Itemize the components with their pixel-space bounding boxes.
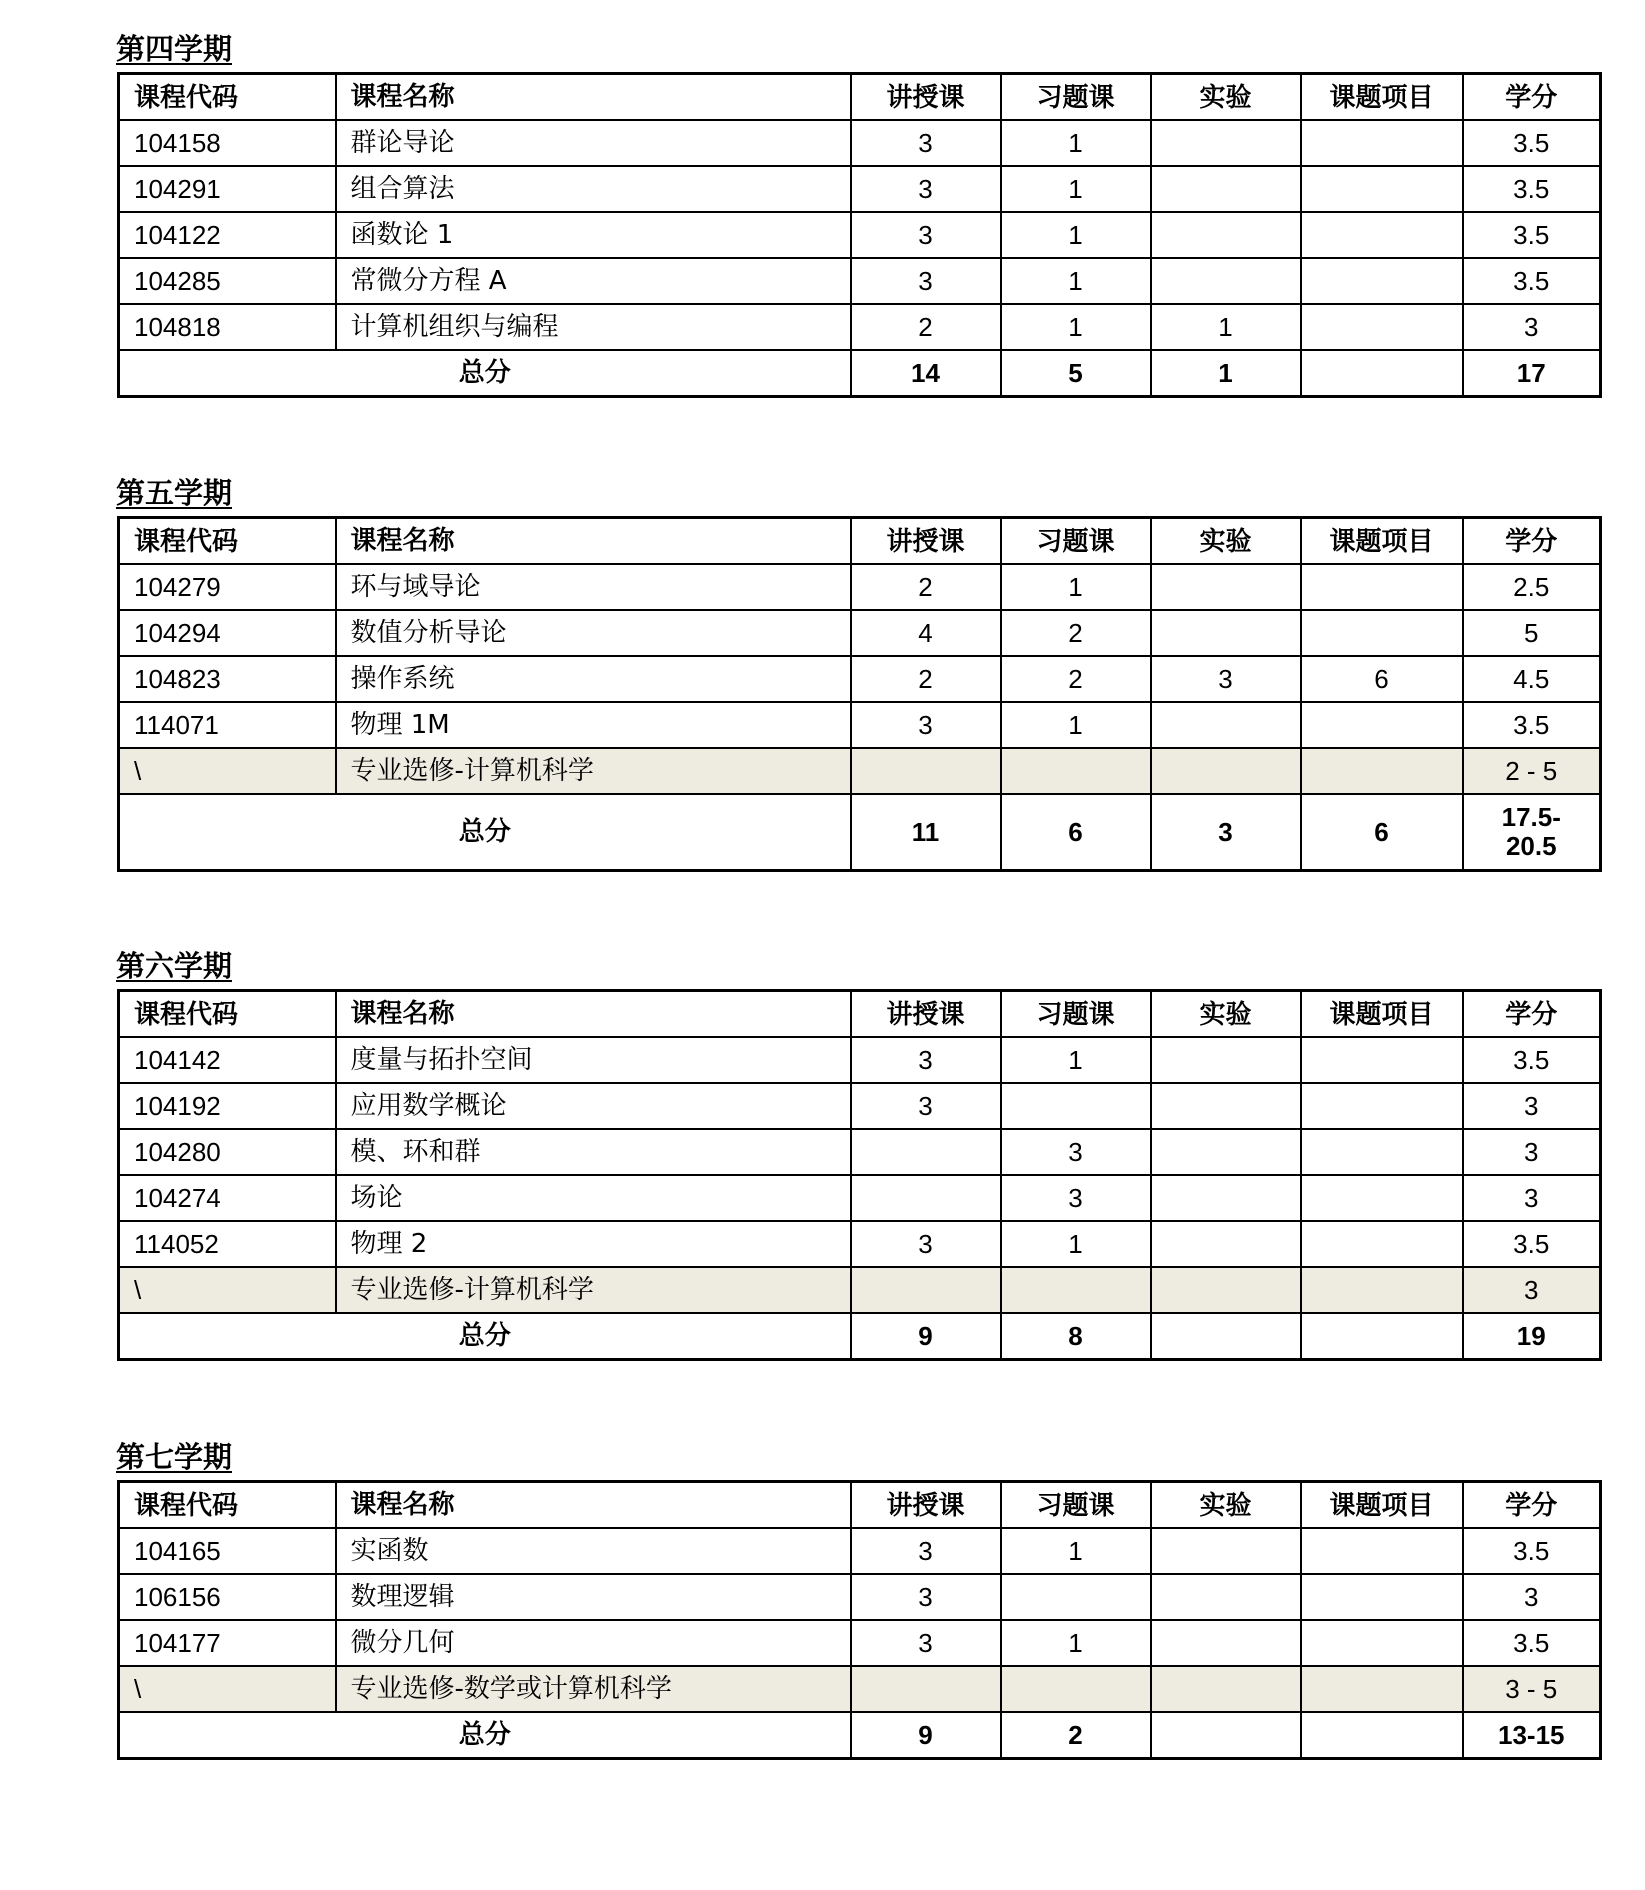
semester-5-section bbox=[117, 470, 1599, 872]
credits: 4.5 bbox=[1463, 656, 1601, 702]
semester-title: 第七学期 bbox=[116, 1440, 233, 1474]
lab-hours bbox=[1151, 258, 1301, 304]
project-hours bbox=[1301, 1221, 1463, 1267]
total-row bbox=[119, 1712, 1601, 1759]
total-exercise: 5 bbox=[1001, 350, 1151, 397]
total-project bbox=[1301, 350, 1463, 397]
course-code: 104274 bbox=[119, 1175, 336, 1221]
table-header-row bbox=[119, 74, 1601, 121]
header-course-name: 课程名称 bbox=[336, 1482, 851, 1529]
header-exercise: 习题课 bbox=[1001, 991, 1151, 1038]
course-code: 104294 bbox=[119, 610, 336, 656]
table-row bbox=[119, 1037, 1601, 1083]
project-hours bbox=[1301, 1666, 1463, 1712]
lab-hours bbox=[1151, 748, 1301, 794]
lecture-hours bbox=[851, 1129, 1001, 1175]
credits: 2.5 bbox=[1463, 564, 1601, 610]
exercise-hours: 3 bbox=[1001, 1129, 1151, 1175]
course-name: 微分几何 bbox=[336, 1620, 851, 1666]
course-name: 实函数 bbox=[336, 1528, 851, 1574]
semester-title: 第四学期 bbox=[116, 32, 233, 66]
header-lab: 实验 bbox=[1151, 74, 1301, 121]
exercise-hours bbox=[1001, 1574, 1151, 1620]
credits: 3.5 bbox=[1463, 258, 1601, 304]
lab-hours bbox=[1151, 1666, 1301, 1712]
course-code: 104823 bbox=[119, 656, 336, 702]
lecture-hours bbox=[851, 1267, 1001, 1313]
credits: 2 - 5 bbox=[1463, 748, 1601, 794]
lab-hours bbox=[1151, 166, 1301, 212]
header-lecture: 讲授课 bbox=[851, 74, 1001, 121]
total-credits: 13-15 bbox=[1463, 1712, 1601, 1759]
credits: 5 bbox=[1463, 610, 1601, 656]
lecture-hours: 3 bbox=[851, 1574, 1001, 1620]
elective-row bbox=[119, 1267, 1601, 1313]
table-row bbox=[119, 702, 1601, 748]
header-lab: 实验 bbox=[1151, 991, 1301, 1038]
total-label: 总分 bbox=[119, 350, 851, 397]
lab-hours bbox=[1151, 1267, 1301, 1313]
project-hours bbox=[1301, 166, 1463, 212]
lecture-hours: 3 bbox=[851, 1528, 1001, 1574]
header-credits: 学分 bbox=[1463, 74, 1601, 121]
header-project: 课题项目 bbox=[1301, 74, 1463, 121]
credits: 3.5 bbox=[1463, 1221, 1601, 1267]
course-name: 物理 2 bbox=[336, 1221, 851, 1267]
total-credits bbox=[1463, 794, 1601, 871]
total-row bbox=[119, 1313, 1601, 1360]
project-hours bbox=[1301, 258, 1463, 304]
course-code: \ bbox=[119, 1666, 336, 1712]
lecture-hours: 3 bbox=[851, 1037, 1001, 1083]
credits: 3 bbox=[1463, 1574, 1601, 1620]
exercise-hours: 3 bbox=[1001, 1175, 1151, 1221]
total-project bbox=[1301, 1712, 1463, 1759]
total-credits: 19 bbox=[1463, 1313, 1601, 1360]
course-code: 104280 bbox=[119, 1129, 336, 1175]
header-lab: 实验 bbox=[1151, 518, 1301, 565]
lab-hours bbox=[1151, 1620, 1301, 1666]
exercise-hours bbox=[1001, 1083, 1151, 1129]
course-code: 104818 bbox=[119, 304, 336, 350]
project-hours bbox=[1301, 120, 1463, 166]
lecture-hours: 2 bbox=[851, 304, 1001, 350]
course-code: 104142 bbox=[119, 1037, 336, 1083]
lecture-hours: 3 bbox=[851, 1221, 1001, 1267]
course-name: 操作系统 bbox=[336, 656, 851, 702]
course-code: 104285 bbox=[119, 258, 336, 304]
total-lab: 3 bbox=[1151, 794, 1301, 871]
table-row bbox=[119, 1083, 1601, 1129]
lab-hours bbox=[1151, 1175, 1301, 1221]
course-name: 物理 1M bbox=[336, 702, 851, 748]
exercise-hours: 2 bbox=[1001, 656, 1151, 702]
credits: 3.5 bbox=[1463, 212, 1601, 258]
exercise-hours: 1 bbox=[1001, 1620, 1151, 1666]
elective-row bbox=[119, 1666, 1601, 1712]
course-code: 106156 bbox=[119, 1574, 336, 1620]
lab-hours bbox=[1151, 702, 1301, 748]
header-project: 课题项目 bbox=[1301, 518, 1463, 565]
elective-row bbox=[119, 748, 1601, 794]
lab-hours bbox=[1151, 610, 1301, 656]
header-exercise: 习题课 bbox=[1001, 74, 1151, 121]
credits: 3.5 bbox=[1463, 702, 1601, 748]
course-table bbox=[117, 72, 1602, 398]
credits: 3.5 bbox=[1463, 166, 1601, 212]
exercise-hours: 1 bbox=[1001, 702, 1151, 748]
total-credits-line2: 20.5 bbox=[1505, 831, 1557, 861]
header-course-code: 课程代码 bbox=[119, 74, 336, 121]
course-table bbox=[117, 516, 1602, 872]
lab-hours bbox=[1151, 120, 1301, 166]
total-lecture: 14 bbox=[851, 350, 1001, 397]
lecture-hours: 3 bbox=[851, 120, 1001, 166]
course-name: 专业选修-计算机科学 bbox=[336, 1267, 851, 1313]
table-header-row bbox=[119, 518, 1601, 565]
total-credits-line1: 17.5- bbox=[1501, 802, 1561, 833]
course-name: 计算机组织与编程 bbox=[336, 304, 851, 350]
header-course-name: 课程名称 bbox=[336, 991, 851, 1038]
lecture-hours bbox=[851, 1666, 1001, 1712]
course-name: 场论 bbox=[336, 1175, 851, 1221]
course-name: 群论导论 bbox=[336, 120, 851, 166]
table-row bbox=[119, 258, 1601, 304]
lab-hours bbox=[1151, 212, 1301, 258]
semester-7-section bbox=[117, 1434, 1599, 1760]
total-lab: 1 bbox=[1151, 350, 1301, 397]
project-hours bbox=[1301, 1620, 1463, 1666]
lecture-hours bbox=[851, 748, 1001, 794]
project-hours bbox=[1301, 1083, 1463, 1129]
course-name: 常微分方程 A bbox=[336, 258, 851, 304]
header-exercise: 习题课 bbox=[1001, 1482, 1151, 1529]
total-label: 总分 bbox=[119, 794, 851, 871]
course-table bbox=[117, 1480, 1602, 1760]
total-lab bbox=[1151, 1712, 1301, 1759]
lecture-hours: 3 bbox=[851, 212, 1001, 258]
project-hours bbox=[1301, 1528, 1463, 1574]
exercise-hours: 1 bbox=[1001, 258, 1151, 304]
table-row bbox=[119, 120, 1601, 166]
table-row bbox=[119, 1175, 1601, 1221]
lab-hours bbox=[1151, 1574, 1301, 1620]
credits: 3 bbox=[1463, 1267, 1601, 1313]
credits: 3 bbox=[1463, 1083, 1601, 1129]
course-name: 模、环和群 bbox=[336, 1129, 851, 1175]
exercise-hours: 2 bbox=[1001, 610, 1151, 656]
table-row bbox=[119, 1528, 1601, 1574]
table-row bbox=[119, 212, 1601, 258]
course-name: 度量与拓扑空间 bbox=[336, 1037, 851, 1083]
course-name: 数值分析导论 bbox=[336, 610, 851, 656]
exercise-hours: 1 bbox=[1001, 1037, 1151, 1083]
header-project: 课题项目 bbox=[1301, 991, 1463, 1038]
table-row bbox=[119, 1620, 1601, 1666]
course-name: 组合算法 bbox=[336, 166, 851, 212]
semester-title: 第六学期 bbox=[116, 949, 233, 983]
lecture-hours: 3 bbox=[851, 702, 1001, 748]
lab-hours bbox=[1151, 1037, 1301, 1083]
course-code: 104165 bbox=[119, 1528, 336, 1574]
course-code: 104291 bbox=[119, 166, 336, 212]
lecture-hours: 2 bbox=[851, 564, 1001, 610]
course-code: 114052 bbox=[119, 1221, 336, 1267]
lab-hours: 1 bbox=[1151, 304, 1301, 350]
total-row bbox=[119, 350, 1601, 397]
semester-title: 第五学期 bbox=[116, 476, 233, 510]
project-hours bbox=[1301, 702, 1463, 748]
project-hours bbox=[1301, 610, 1463, 656]
course-name: 专业选修-计算机科学 bbox=[336, 748, 851, 794]
course-code: \ bbox=[119, 1267, 336, 1313]
total-label: 总分 bbox=[119, 1313, 851, 1360]
project-hours bbox=[1301, 1574, 1463, 1620]
lab-hours bbox=[1151, 1129, 1301, 1175]
semester-4-section bbox=[117, 26, 1599, 398]
table-row bbox=[119, 1129, 1601, 1175]
credits: 3 bbox=[1463, 1129, 1601, 1175]
project-hours bbox=[1301, 1175, 1463, 1221]
credits: 3.5 bbox=[1463, 1620, 1601, 1666]
header-course-name: 课程名称 bbox=[336, 74, 851, 121]
project-hours bbox=[1301, 1267, 1463, 1313]
lecture-hours: 2 bbox=[851, 656, 1001, 702]
course-name: 专业选修-数学或计算机科学 bbox=[336, 1666, 851, 1712]
header-lecture: 讲授课 bbox=[851, 991, 1001, 1038]
header-lab: 实验 bbox=[1151, 1482, 1301, 1529]
header-credits: 学分 bbox=[1463, 1482, 1601, 1529]
table-row bbox=[119, 1574, 1601, 1620]
credits: 3 bbox=[1463, 1175, 1601, 1221]
exercise-hours: 1 bbox=[1001, 212, 1151, 258]
exercise-hours: 1 bbox=[1001, 166, 1151, 212]
project-hours bbox=[1301, 564, 1463, 610]
total-lab bbox=[1151, 1313, 1301, 1360]
course-code: 104279 bbox=[119, 564, 336, 610]
course-name: 环与域导论 bbox=[336, 564, 851, 610]
table-row bbox=[119, 610, 1601, 656]
lab-hours bbox=[1151, 1083, 1301, 1129]
exercise-hours: 1 bbox=[1001, 304, 1151, 350]
table-row bbox=[119, 656, 1601, 702]
header-course-code: 课程代码 bbox=[119, 991, 336, 1038]
course-code: 104122 bbox=[119, 212, 336, 258]
exercise-hours bbox=[1001, 1666, 1151, 1712]
total-label: 总分 bbox=[119, 1712, 851, 1759]
total-row bbox=[119, 794, 1601, 871]
header-credits: 学分 bbox=[1463, 991, 1601, 1038]
exercise-hours: 1 bbox=[1001, 1528, 1151, 1574]
semester-6-section bbox=[117, 943, 1599, 1361]
table-header-row bbox=[119, 991, 1601, 1038]
credits: 3 - 5 bbox=[1463, 1666, 1601, 1712]
header-course-name: 课程名称 bbox=[336, 518, 851, 565]
table-row bbox=[119, 564, 1601, 610]
exercise-hours: 1 bbox=[1001, 120, 1151, 166]
course-code: 104158 bbox=[119, 120, 336, 166]
course-code: 104177 bbox=[119, 1620, 336, 1666]
total-lecture: 11 bbox=[851, 794, 1001, 871]
header-course-code: 课程代码 bbox=[119, 1482, 336, 1529]
exercise-hours: 1 bbox=[1001, 564, 1151, 610]
exercise-hours: 1 bbox=[1001, 1221, 1151, 1267]
course-code: \ bbox=[119, 748, 336, 794]
exercise-hours bbox=[1001, 1267, 1151, 1313]
credits: 3.5 bbox=[1463, 1528, 1601, 1574]
course-code: 114071 bbox=[119, 702, 336, 748]
lecture-hours: 4 bbox=[851, 610, 1001, 656]
project-hours: 6 bbox=[1301, 656, 1463, 702]
total-lecture: 9 bbox=[851, 1712, 1001, 1759]
lecture-hours: 3 bbox=[851, 1620, 1001, 1666]
credits: 3.5 bbox=[1463, 120, 1601, 166]
project-hours bbox=[1301, 212, 1463, 258]
lecture-hours: 3 bbox=[851, 166, 1001, 212]
lab-hours: 3 bbox=[1151, 656, 1301, 702]
course-table bbox=[117, 989, 1602, 1361]
project-hours bbox=[1301, 1037, 1463, 1083]
header-lecture: 讲授课 bbox=[851, 1482, 1001, 1529]
lab-hours bbox=[1151, 1528, 1301, 1574]
course-name: 数理逻辑 bbox=[336, 1574, 851, 1620]
total-credits: 17 bbox=[1463, 350, 1601, 397]
course-name: 函数论 1 bbox=[336, 212, 851, 258]
total-exercise: 8 bbox=[1001, 1313, 1151, 1360]
table-row bbox=[119, 166, 1601, 212]
exercise-hours bbox=[1001, 748, 1151, 794]
project-hours bbox=[1301, 1129, 1463, 1175]
table-header-row bbox=[119, 1482, 1601, 1529]
credits: 3.5 bbox=[1463, 1037, 1601, 1083]
lecture-hours bbox=[851, 1175, 1001, 1221]
header-course-code: 课程代码 bbox=[119, 518, 336, 565]
header-exercise: 习题课 bbox=[1001, 518, 1151, 565]
project-hours bbox=[1301, 304, 1463, 350]
lab-hours bbox=[1151, 564, 1301, 610]
course-code: 104192 bbox=[119, 1083, 336, 1129]
header-credits: 学分 bbox=[1463, 518, 1601, 565]
lecture-hours: 3 bbox=[851, 1083, 1001, 1129]
total-exercise: 6 bbox=[1001, 794, 1151, 871]
table-row bbox=[119, 1221, 1601, 1267]
credits: 3 bbox=[1463, 304, 1601, 350]
lecture-hours: 3 bbox=[851, 258, 1001, 304]
project-hours bbox=[1301, 748, 1463, 794]
header-lecture: 讲授课 bbox=[851, 518, 1001, 565]
course-name: 应用数学概论 bbox=[336, 1083, 851, 1129]
total-project bbox=[1301, 1313, 1463, 1360]
total-lecture: 9 bbox=[851, 1313, 1001, 1360]
table-row bbox=[119, 304, 1601, 350]
header-project: 课题项目 bbox=[1301, 1482, 1463, 1529]
total-project: 6 bbox=[1301, 794, 1463, 871]
lab-hours bbox=[1151, 1221, 1301, 1267]
total-exercise: 2 bbox=[1001, 1712, 1151, 1759]
